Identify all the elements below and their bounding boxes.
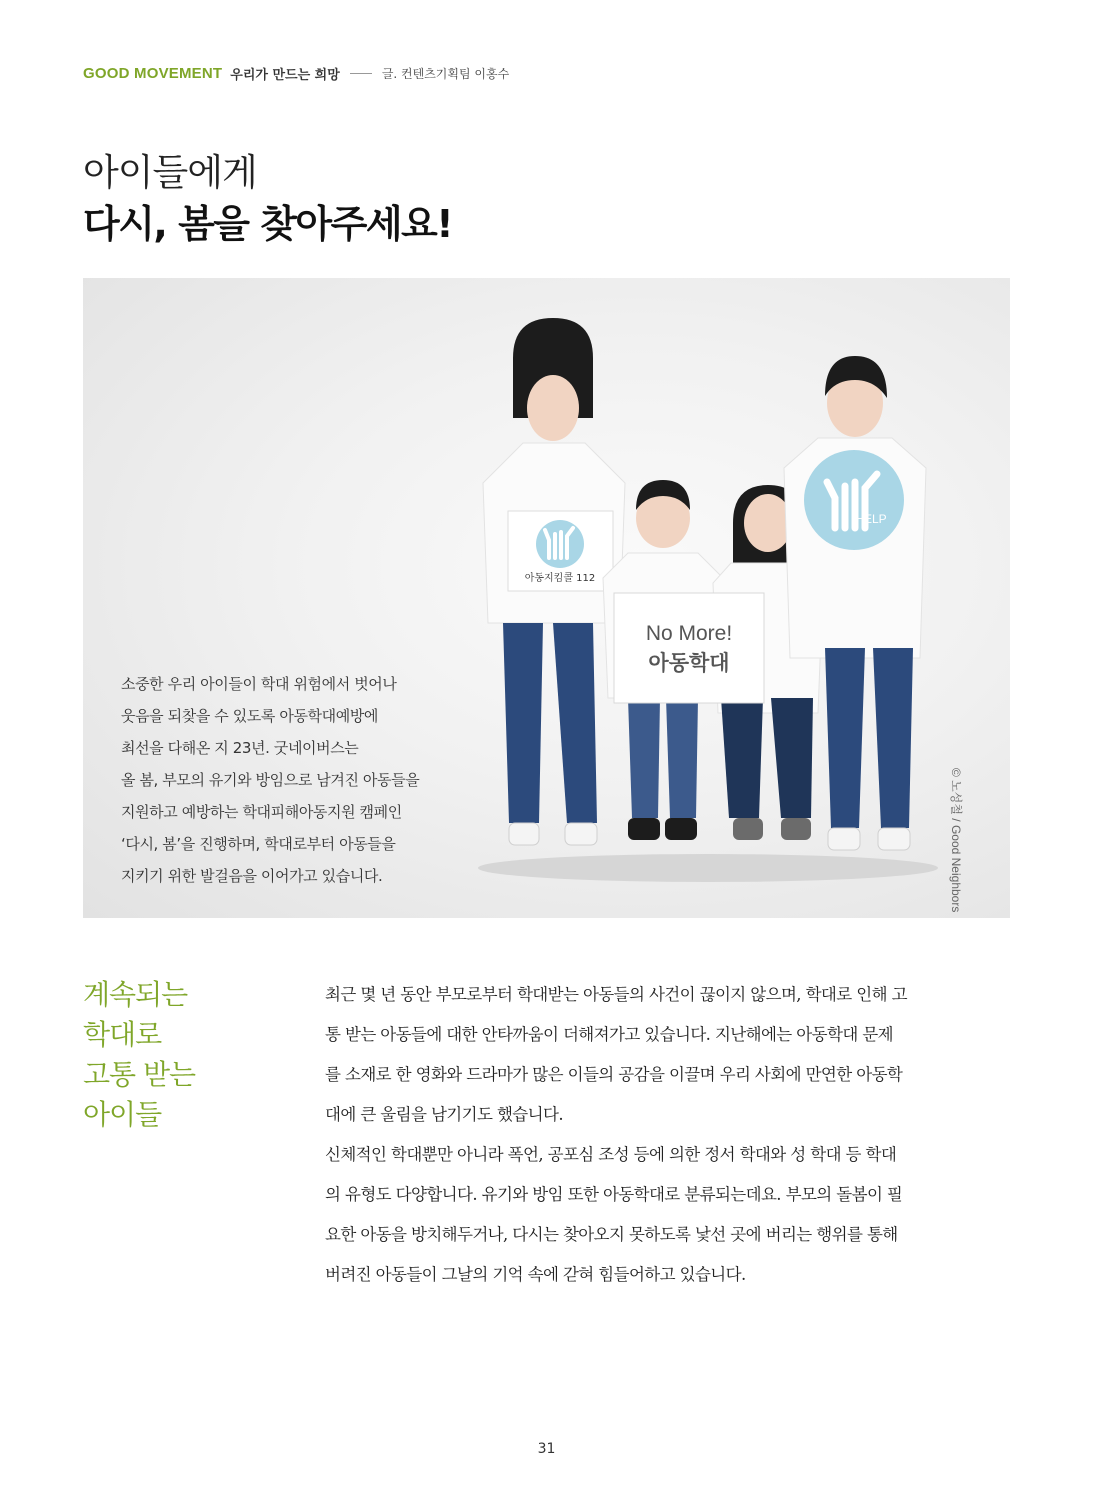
caption-line: 소중한 우리 아이들이 학대 위험에서 벗어나 xyxy=(121,675,397,693)
header-credit: 글. 컨텐츠기획팀 이홍수 xyxy=(381,67,510,81)
header-dash xyxy=(350,73,372,74)
caption-line: ‘다시, 봄’을 진행하며, 학대로부터 아동들을 xyxy=(121,835,396,853)
page-number: 31 xyxy=(537,1441,556,1457)
section-heading-line: 계속되는 xyxy=(83,978,188,1011)
sign-help-label: HELP xyxy=(855,512,887,526)
header-brand: GOOD MOVEMENT xyxy=(83,65,223,82)
title-line-1: 아이들에게 xyxy=(83,151,257,194)
title-line-2: 다시, 봄을 찾아주세요! xyxy=(83,202,453,246)
caption-line: 최선을 다해온 지 23년. 굿네이버스는 xyxy=(121,739,359,757)
body-line: 의 유형도 다양합니다. 유기와 방임 또한 아동학대로 분류되는데요. 부모의 돌봄이 필 xyxy=(325,1185,903,1204)
sign-center-line-2: 아동학대 xyxy=(648,651,730,675)
running-header xyxy=(83,64,509,83)
sign-no-more xyxy=(614,593,764,703)
caption-line: 웃음을 되찾을 수 있도록 아동학대예방에 xyxy=(121,707,379,725)
sign-child-helpline xyxy=(508,511,613,591)
body-line: 요한 아동을 방치해두거나, 다시는 찾아오지 못하도록 낯선 곳에 버리는 행위를 통해 xyxy=(325,1225,898,1244)
body-line: 대에 큰 울림을 남기기도 했습니다. xyxy=(325,1105,563,1124)
caption-line: 지원하고 예방하는 학대피해아동지원 캠페인 xyxy=(121,803,402,821)
body-line: 최근 몇 년 동안 부모로부터 학대받는 아동들의 사건이 끊이지 않으며, 학대로 인해 고 xyxy=(325,985,907,1004)
photo-caption xyxy=(121,668,501,892)
section-heading-line: 학대로 xyxy=(83,1018,162,1051)
sign-left-label: 아동지킴콜 112 xyxy=(524,573,596,584)
body-line: 신체적인 학대뿐만 아니라 폭언, 공포심 조성 등에 의한 정서 학대와 성 학대 등 학대 xyxy=(325,1145,897,1164)
photo-credit: © 노성철 / Good Neighbors xyxy=(949,768,963,913)
section-body xyxy=(325,975,1015,1295)
body-line: 를 소재로 한 영화와 드라마가 많은 이들의 공감을 이끌며 우리 사회에 만연한 아동학 xyxy=(325,1065,903,1084)
body-line: 버려진 아동들이 그날의 기억 속에 갇혀 힘들어하고 있습니다. xyxy=(325,1265,746,1284)
section-heading xyxy=(83,975,195,1135)
header-subtitle: 우리가 만드는 희망 xyxy=(230,68,340,83)
caption-line: 올 봄, 부모의 유기와 방임으로 남겨진 아동들을 xyxy=(121,771,420,789)
body-line: 통 받는 아동들에 대한 안타까움이 더해져가고 있습니다. 지난해에는 아동학대 문제 xyxy=(325,1025,893,1044)
section-heading-line: 아이들 xyxy=(83,1098,162,1131)
sign-help-round xyxy=(804,450,904,550)
campaign-photo xyxy=(83,278,1010,918)
caption-line: 지키기 위한 발걸음을 이어가고 있습니다. xyxy=(121,867,383,885)
sign-center-line-1: No More! xyxy=(645,622,733,645)
section-heading-line: 고통 받는 xyxy=(83,1058,196,1091)
article-title xyxy=(83,148,452,250)
